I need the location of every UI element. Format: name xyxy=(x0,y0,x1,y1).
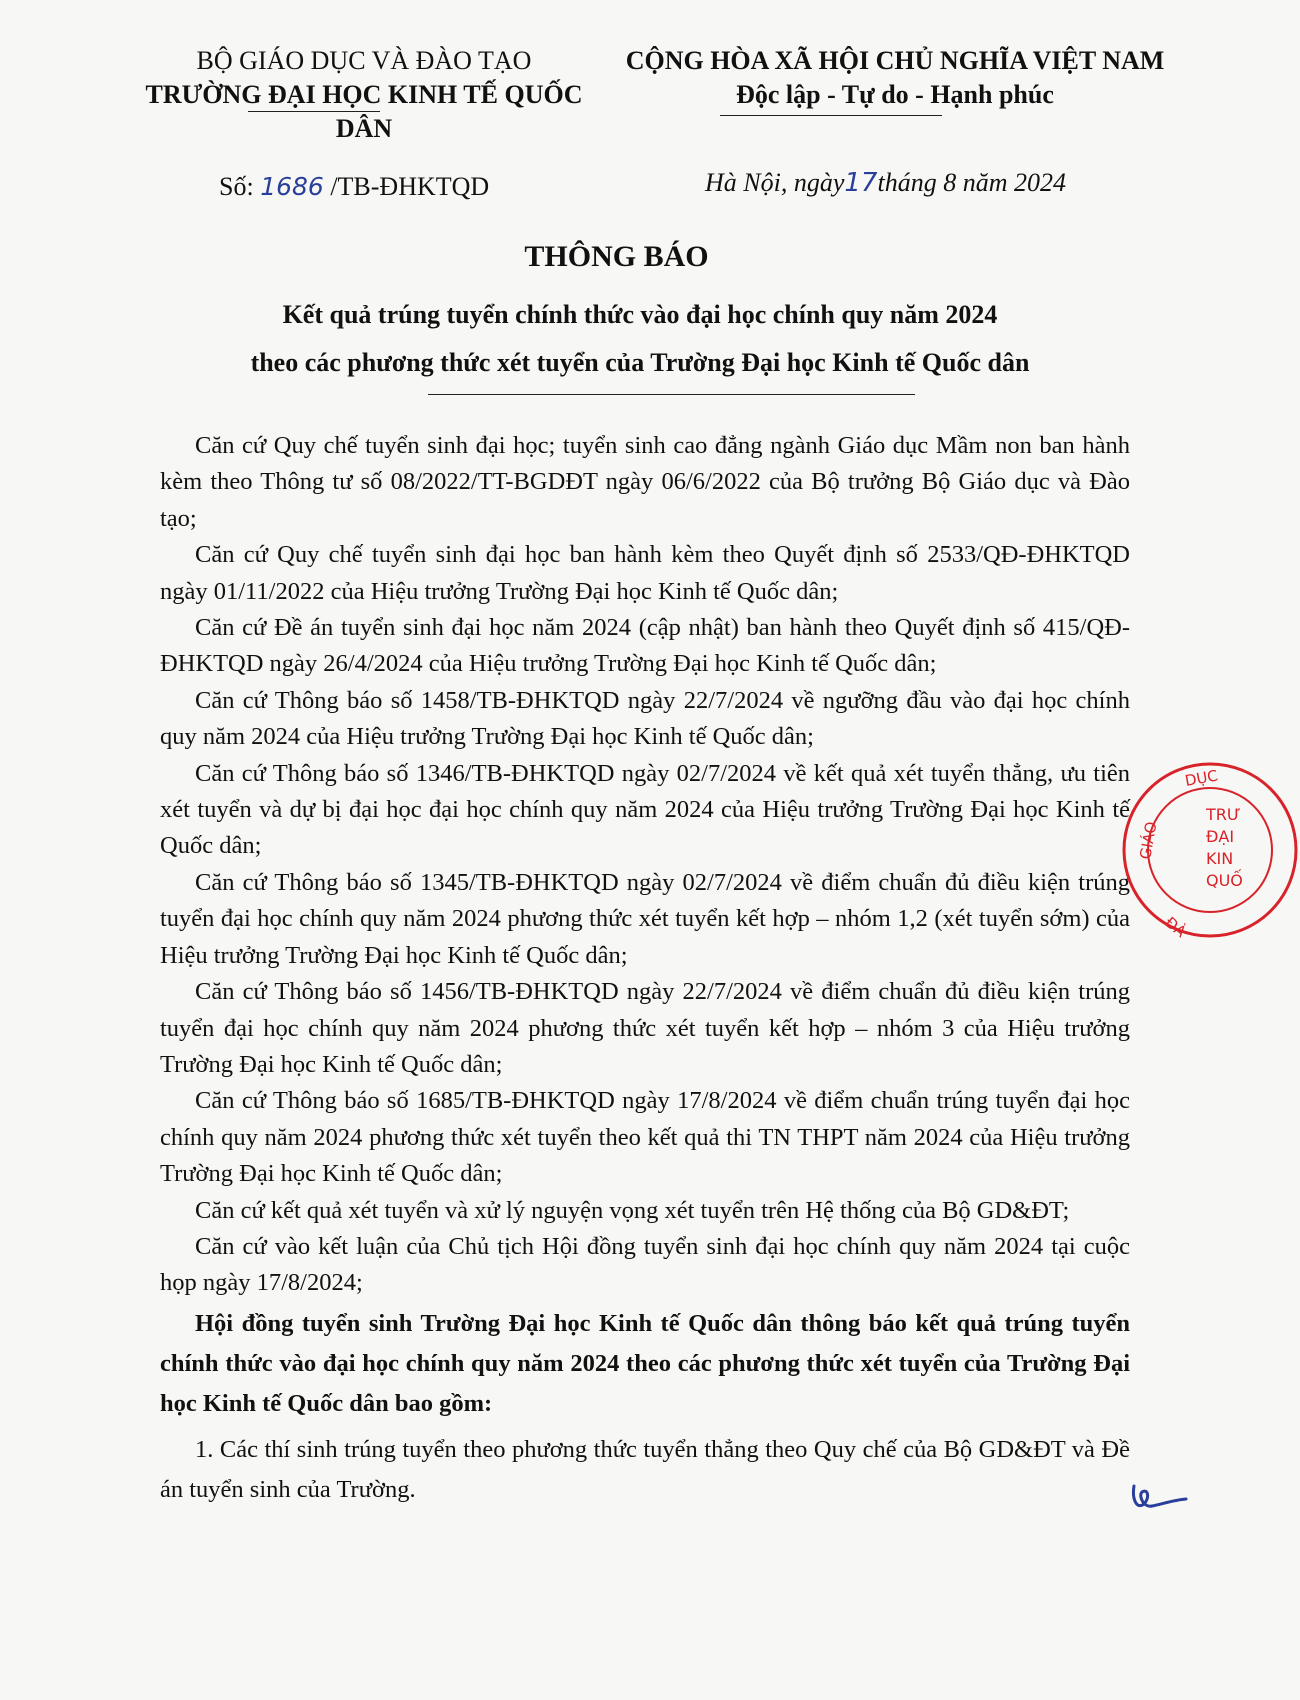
country-name: CỘNG HÒA XÃ HỘI CHỦ NGHĨA VIỆT NAM xyxy=(625,46,1165,75)
legal-basis-paragraph: Căn cứ Thông báo số 1345/TB-ĐHKTQD ngày 02/7/2024 về điểm chuẩn đủ điều kiện trúng tuyển đại học chính quy năm 2024 phương thức xét tuyển kết hợp – nhóm 1,2 (xét tuyển sớm) của Hiệu trưởng Trường Đại học Kinh tế Quốc dân; xyxy=(160,868,1130,969)
legal-basis-paragraph: Căn cứ Thông báo số 1685/TB-ĐHKTQD ngày 17/8/2024 về điểm chuẩn trúng tuyển đại học chính quy năm 2024 phương thức xét tuyển theo kết quả thi TN THPT năm 2024 của Hiệu trưởng Trường Đại học Kinh tế Quốc dân; xyxy=(160,1087,1130,1188)
document-body xyxy=(160,428,1130,1510)
university-name: TRƯỜNG ĐẠI HỌC KINH TẾ QUỐC DÂN xyxy=(145,80,583,143)
svg-text:TRƯ: TRƯ xyxy=(1206,805,1241,824)
legal-basis-paragraph: Căn cứ Thông báo số 1456/TB-ĐHKTQD ngày 22/7/2024 về điểm chuẩn đủ điều kiện trúng tuyển đại học chính quy năm 2024 phương thức xét tuyển kết hợp – nhóm 3 của Hiệu trưởng Trường Đại học Kinh tế Quốc dân; xyxy=(160,978,1130,1078)
legal-basis-paragraph: Căn cứ Quy chế tuyển sinh đại học ban hành kèm theo Quyết định số 2533/QĐ-ĐHKTQD ngày 01/11/2022 của Hiệu trưởng Trường Đại học Kinh tế Quốc dân; xyxy=(160,541,1130,605)
title-underline xyxy=(428,394,915,395)
legal-basis-paragraph: Căn cứ vào kết luận của Chủ tịch Hội đồng tuyển sinh đại học chính quy năm 2024 tại cuộc họp ngày 17/8/2024; xyxy=(160,1232,1130,1297)
svg-text:QUỐ: QUỐ xyxy=(1206,871,1243,890)
legal-basis-paragraph: Căn cứ Thông báo số 1346/TB-ĐHKTQD ngày 02/7/2024 về kết quả xét tuyển thẳng, ưu tiên xét tuyển và dự bị đại học đại học chính quy năm 2024 của Hiệu trưởng Trường Đại học Kinh tế Quốc dân; xyxy=(160,759,1130,860)
ministry-name: BỘ GIÁO DỤC VÀ ĐÀO TẠO xyxy=(196,46,532,75)
issuer-header xyxy=(118,44,610,146)
svg-text:DỤC: DỤC xyxy=(1183,766,1220,790)
svg-text:GIÁO: GIÁO xyxy=(1136,820,1161,861)
legal-basis-paragraph: Căn cứ Quy chế tuyển sinh đại học; tuyển sinh cao đẳng ngành Giáo dục Mầm non ban hành kèm theo Thông tư số 08/2022/TT-BGDĐT ngày 06/6/2022 của Bộ trưởng Bộ Giáo dục và Đào tạo; xyxy=(160,432,1130,532)
reference-number: Số: 1686 /TB-ĐHKTQD xyxy=(219,172,490,201)
national-motto: Độc lập - Tự do - Hạnh phúc xyxy=(736,80,1054,109)
handwritten-number: 1686 xyxy=(260,172,324,201)
numbered-item-1: 1. Các thí sinh trúng tuyển theo phương thức tuyển thẳng theo Quy chế của Bộ GD&ĐT và Đề án tuyển sinh của Trường. xyxy=(160,1435,1130,1503)
place-and-date: Hà Nội, ngày17tháng 8 năm 2024 xyxy=(705,168,1066,198)
svg-text:KIN: KIN xyxy=(1206,849,1234,868)
document-subtitle-line2: theo các phương thức xét tuyển của Trường Đại học Kinh tế Quốc dân xyxy=(250,348,1030,377)
national-header xyxy=(620,44,1170,112)
svg-text:ĐẠI: ĐẠI xyxy=(1206,827,1235,846)
red-seal-stamp xyxy=(1120,760,1300,940)
motto-underline xyxy=(720,115,942,116)
issuer-underline xyxy=(248,111,380,112)
document-title: THÔNG BÁO xyxy=(524,240,709,273)
svg-text:ĐÀ: ĐÀ xyxy=(1161,913,1190,941)
handwritten-initial xyxy=(1130,1478,1190,1518)
handwritten-day: 17 xyxy=(844,168,878,198)
document-subtitle-line1: Kết quả trúng tuyển chính thức vào đại học chính quy năm 2024 xyxy=(282,300,998,329)
legal-basis-paragraph: Căn cứ Đề án tuyển sinh đại học năm 2024 (cập nhật) ban hành theo Quyết định số 415/QĐ-ĐHKTQD ngày 26/4/2024 của Hiệu trưởng Trường Đại học Kinh tế Quốc dân; xyxy=(160,614,1130,678)
legal-basis-paragraph: Căn cứ kết quả xét tuyển và xử lý nguyện vọng xét tuyển trên Hệ thống của Bộ GD&ĐT; xyxy=(195,1196,1070,1224)
legal-basis-paragraph: Căn cứ Thông báo số 1458/TB-ĐHKTQD ngày 22/7/2024 về ngưỡng đầu vào đại học chính quy năm 2024 của Hiệu trưởng Trường Đại học Kinh tế Quốc dân; xyxy=(160,686,1130,751)
announcement-paragraph: Hội đồng tuyển sinh Trường Đại học Kinh tế Quốc dân thông báo kết quả trúng tuyển chính thức vào đại học chính quy năm 2024 theo các phương thức xét tuyển của Trường Đại học Kinh tế Quốc dân bao gồm: xyxy=(160,1309,1130,1417)
